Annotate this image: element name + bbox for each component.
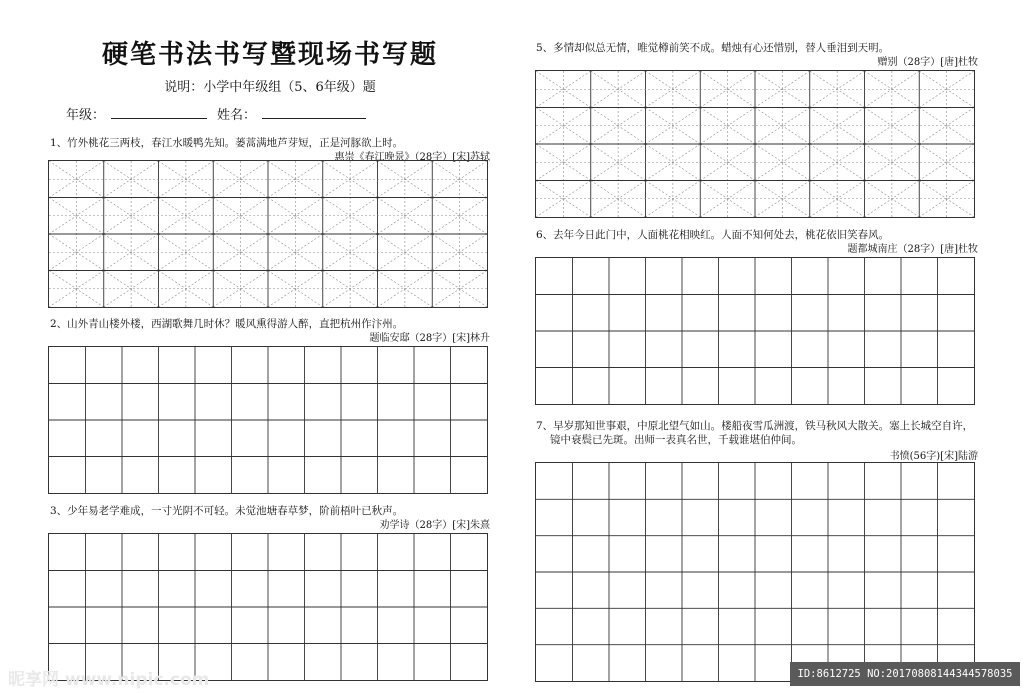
question-5-text: 5、多情却似总无情，唯觉樽前笑不成。蜡烛有心还惜别，替人垂泪到天明。 — [536, 42, 890, 54]
grid-lines — [49, 161, 487, 307]
page-subtitle: 说明：小学中年级组（5、6年级）题 — [164, 80, 376, 95]
grid-lines — [536, 258, 974, 404]
grade-input-line[interactable] — [111, 106, 207, 119]
question-7-text-line2: 镜中衰鬓已先斑。出师一表真名世，千载谁堪伯仲间。 — [550, 434, 802, 446]
question-3-writing-grid[interactable] — [48, 533, 488, 681]
grade-label: 年级： — [66, 108, 106, 123]
question-7-text: 7、早岁那知世事艰，中原北望气如山。楼船夜雪瓜洲渡，铁马秋风大散关。塞上长城空自许， — [536, 420, 974, 432]
question-6-attribution: 题都城南庄（28字）[唐]杜牧 — [847, 244, 978, 255]
question-5-attribution: 赠别（28字）[唐]杜牧 — [877, 57, 978, 68]
question-6-writing-grid[interactable] — [535, 257, 975, 405]
page-title: 硬笔书法书写暨现场书写题 — [101, 40, 438, 70]
question-2-writing-grid[interactable] — [48, 346, 488, 494]
grid-lines — [536, 463, 974, 681]
name-input-line[interactable] — [262, 106, 366, 119]
student-info-row — [66, 104, 366, 123]
question-6-text: 6、去年今日此门中，人面桃花相映红。人面不知何处去，桃花依旧笑春风。 — [536, 229, 890, 241]
grid-lines — [536, 71, 974, 217]
question-1-text: 1、竹外桃花三两枝，春江水暖鸭先知。蒌蒿满地芦芽短，正是河豚欲上时。 — [50, 137, 404, 149]
watermark-logo: 昵享网 www.nipic.com — [8, 670, 210, 690]
question-2-text: 2、山外青山楼外楼，西湖歌舞几时休？暖风熏得游人醉，直把杭州作汴州。 — [50, 318, 404, 330]
grid-lines — [49, 347, 487, 493]
question-3-text: 3、少年易老学难成，一寸光阴不可轻。未觉池塘春草梦，阶前梧叶已秋声。 — [50, 505, 404, 517]
question-2-attribution: 题临安邸（28字）[宋]林升 — [369, 333, 490, 344]
watermark-id-bar: ID:8612725 NO:20170808144344578035 — [790, 662, 1020, 686]
question-1-attribution: 惠崇《春江晚景》（28字）[宋]苏轼 — [334, 152, 490, 163]
question-3-attribution: 劝学诗（28字）[宋]朱熹 — [379, 520, 490, 531]
question-5-writing-grid[interactable] — [535, 70, 975, 218]
question-7-attribution: 书愤(56字)[宋]陆游 — [889, 451, 978, 462]
question-7-writing-grid[interactable] — [535, 462, 975, 682]
question-1-writing-grid[interactable] — [48, 160, 488, 308]
name-label: 姓名： — [217, 108, 257, 123]
grid-lines — [49, 534, 487, 680]
